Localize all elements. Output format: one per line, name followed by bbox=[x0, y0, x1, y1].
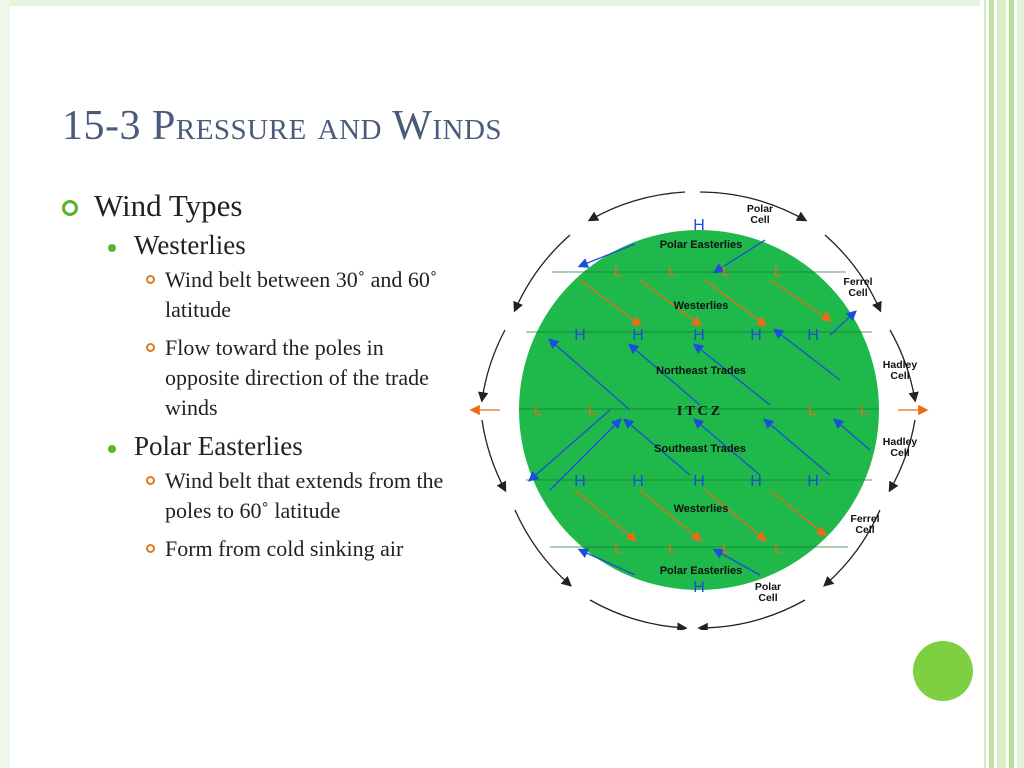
belt-label-itcz: ITCZ bbox=[676, 404, 724, 419]
high-pressure-symbol: H bbox=[693, 579, 705, 596]
belt-label-westerlies-north: Westerlies bbox=[673, 300, 729, 312]
high-pressure-symbol: H bbox=[750, 327, 762, 344]
right-stripes bbox=[980, 0, 1024, 768]
dot-bullet-icon bbox=[108, 445, 116, 453]
svg-text:PolarCell bbox=[755, 581, 781, 604]
high-pressure-symbol: H bbox=[693, 217, 705, 234]
low-pressure-symbol: L bbox=[859, 402, 869, 419]
cell-label-ferrel-south-line2: Cell bbox=[855, 524, 875, 536]
bullet-list bbox=[62, 188, 462, 572]
bullet-polar-point-2: Form from cold sinking air bbox=[62, 534, 462, 564]
bullet-westerlies-point-1: Wind belt between 30˚ and 60˚ latitude bbox=[62, 265, 462, 325]
high-pressure-symbol: H bbox=[807, 327, 819, 344]
cell-label-polar-north-line2: Cell bbox=[750, 214, 770, 226]
cell-label-polar-south-line2: Cell bbox=[758, 592, 778, 604]
low-pressure-symbol: L bbox=[807, 402, 817, 419]
ring-bullet-icon bbox=[146, 343, 155, 352]
low-pressure-symbol: L bbox=[587, 402, 597, 419]
svg-text:PolarCell bbox=[747, 203, 773, 226]
belt-label-polar-easterlies-south: Polar Easterlies bbox=[659, 565, 743, 577]
high-pressure-symbol: H bbox=[574, 327, 586, 344]
low-pressure-symbol: L bbox=[667, 263, 677, 280]
ring-bullet-icon bbox=[146, 544, 155, 553]
high-pressure-symbol: H bbox=[807, 473, 819, 490]
high-pressure-symbol: H bbox=[693, 327, 705, 344]
bullet-polar-easterlies: Polar Easterlies bbox=[62, 431, 462, 462]
cell-label-ferrel-south-line1: Ferrel bbox=[850, 513, 880, 525]
cell-label-polar-south-line1: Polar bbox=[754, 581, 782, 593]
high-pressure-symbol: H bbox=[750, 473, 762, 490]
svg-text:FerrelCell bbox=[850, 513, 879, 536]
belt-label-northeast-trades: Northeast Trades bbox=[656, 365, 746, 377]
belt-label-westerlies-south: Westerlies bbox=[673, 503, 729, 515]
high-pressure-symbol: H bbox=[693, 473, 705, 490]
high-pressure-symbol: H bbox=[632, 327, 644, 344]
ring-bullet-icon bbox=[146, 476, 155, 485]
low-pressure-symbol: L bbox=[533, 402, 543, 419]
low-pressure-symbol: L bbox=[773, 263, 783, 280]
svg-text:FerrelCell bbox=[843, 276, 872, 299]
global-wind-diagram bbox=[460, 180, 940, 630]
low-pressure-symbol: L bbox=[721, 263, 731, 280]
low-pressure-symbol: L bbox=[613, 540, 623, 557]
cell-label-hadley-south-line1: Hadley bbox=[882, 436, 918, 448]
belt-label-southeast-trades: Southeast Trades bbox=[654, 443, 746, 455]
svg-text:HadleyCell bbox=[883, 359, 918, 382]
low-pressure-symbol: L bbox=[773, 540, 783, 557]
low-pressure-symbol: L bbox=[667, 540, 677, 557]
cell-label-ferrel-north-line2: Cell bbox=[848, 287, 868, 299]
top-frame-band bbox=[0, 0, 1024, 6]
cell-label-ferrel-north-line1: Ferrel bbox=[843, 276, 873, 288]
low-pressure-symbol: L bbox=[721, 540, 731, 557]
cell-label-hadley-south-line2: Cell bbox=[890, 447, 910, 459]
bullet-wind-types: Wind Types bbox=[62, 188, 462, 224]
dot-bullet-icon bbox=[108, 244, 116, 252]
belt-label-polar-easterlies-north: Polar Easterlies bbox=[659, 239, 743, 251]
high-pressure-symbol: H bbox=[574, 473, 586, 490]
left-frame-band bbox=[0, 0, 10, 768]
slide-title: 15-3 Pressure and Winds bbox=[62, 103, 503, 149]
bullet-polar-point-1: Wind belt that extends from the poles to 60˚ latitude bbox=[62, 466, 462, 526]
ring-bullet-icon bbox=[146, 275, 155, 284]
bullet-westerlies-point-2: Flow toward the poles in opposite direction of the trade winds bbox=[62, 333, 462, 423]
decorative-green-circle bbox=[913, 641, 973, 701]
bullet-westerlies: Westerlies bbox=[62, 230, 462, 261]
circle-bullet-icon bbox=[62, 200, 78, 216]
cell-label-hadley-north-line1: Hadley bbox=[882, 359, 918, 371]
cell-label-polar-north-line1: Polar bbox=[746, 203, 774, 215]
low-pressure-symbol: L bbox=[613, 263, 623, 280]
svg-text:HadleyCell bbox=[883, 436, 918, 459]
high-pressure-symbol: H bbox=[632, 473, 644, 490]
cell-label-hadley-north-line2: Cell bbox=[890, 370, 910, 382]
